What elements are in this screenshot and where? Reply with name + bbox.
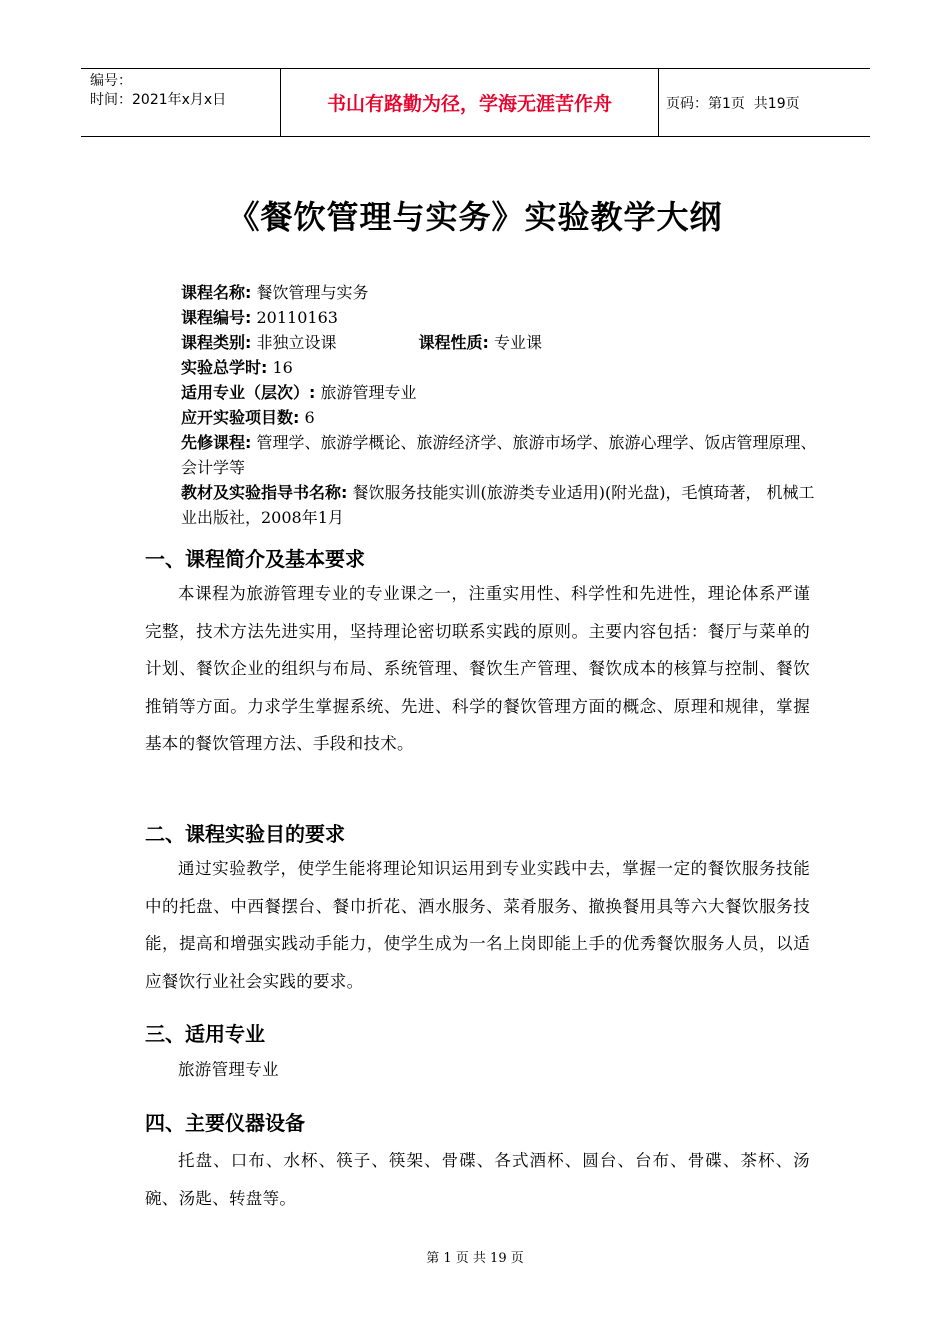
num-items-value: 6 (304, 408, 315, 427)
major-label: 适用专业（层次）: (181, 383, 316, 402)
course-type-label: 课程类别: (181, 333, 252, 352)
section-heading-2: 二、课程实验目的要求 (145, 822, 345, 846)
course-type-value: 非独立设课 (256, 333, 337, 352)
course-name-label: 课程名称: (181, 283, 252, 302)
time-label: 时间：2021年x月x日 (90, 92, 227, 108)
prereq-value: 管理学、旅游学概论、旅游经济学、旅游市场学、旅游心理学、饭店管理原理、会计学等 (181, 433, 817, 477)
course-type-row (181, 330, 821, 355)
num-items-label: 应开实验项目数: (181, 408, 300, 427)
page-header (81, 68, 870, 137)
total-hours-value: 16 (272, 358, 293, 377)
section-text-2: 通过实验教学，使学生能将理论知识运用到专业实践中去，掌握一定的餐饮服务技能中的托盘、中西餐摆台、餐巾折花、酒水服务、菜肴服务、撤换餐用具等六大餐饮服务技能，提高和增强实践动手能力，使学生成为一名上岗即能上手的优秀餐饮服务人员，以适应餐饮行业社会实践的要求。 (145, 859, 810, 991)
header-page-info: 页码：第1页 共19页 (666, 95, 800, 112)
course-info (181, 280, 821, 530)
course-name-value: 餐饮管理与实务 (256, 283, 369, 302)
prereq-row (181, 430, 821, 480)
major-row (181, 380, 821, 405)
page-footer: 第 1 页 共 19 页 (426, 1251, 524, 1266)
course-name-row (181, 280, 821, 305)
section-heading-1: 一、课程简介及基本要求 (145, 547, 365, 571)
document-title: 《餐饮管理与实务》实验教学大纲 (227, 198, 723, 236)
course-code-value: 20110163 (256, 308, 338, 327)
header-motto: 书山有路勤为径，学海无涯苦作舟 (281, 69, 659, 136)
textbook-row (181, 480, 821, 530)
course-code-label: 课程编号: (181, 308, 252, 327)
section-text-1: 本课程为旅游管理专业的专业课之一，注重实用性、科学性和先进性，理论体系严谨完整，技术方法先进实用，坚持理论密切联系实践的原则。主要内容包括：餐厅与菜单的计划、餐饮企业的组织与布局、系统管理、餐饮生产管理、餐饮成本的核算与控制、餐饮推销等方面。力求学生掌握系统、先进、科学的餐饮管理方面的概念、原理和规律，掌握基本的餐饮管理方法、手段和技术。 (145, 584, 810, 753)
prereq-label: 先修课程: (181, 433, 252, 452)
course-code-row (181, 305, 821, 330)
section-heading-3: 三、适用专业 (145, 1022, 265, 1046)
section-text-4: 托盘、口布、水杯、筷子、筷架、骨碟、各式酒杯、圆台、台布、骨碟、茶杯、汤碗、汤匙、转盘等。 (145, 1151, 810, 1208)
course-nature-value: 专业课 (494, 333, 543, 352)
total-hours-label: 实验总学时: (181, 358, 268, 377)
number-label: 编号： (90, 73, 132, 89)
textbook-label: 教材及实验指导书名称: (181, 483, 348, 502)
section-heading-4: 四、主要仪器设备 (145, 1111, 305, 1135)
section-text-3: 旅游管理专业 (178, 1060, 279, 1079)
total-hours-row (181, 355, 821, 380)
textbook-value: 餐饮服务技能实训(旅游类专业适用)(附光盘)，毛慎琦著， 机械工业出版社，2008年1月 (181, 483, 815, 527)
header-meta (81, 69, 281, 136)
major-value: 旅游管理专业 (320, 383, 417, 402)
course-nature-label: 课程性质: (418, 333, 489, 352)
num-items-row (181, 405, 821, 430)
